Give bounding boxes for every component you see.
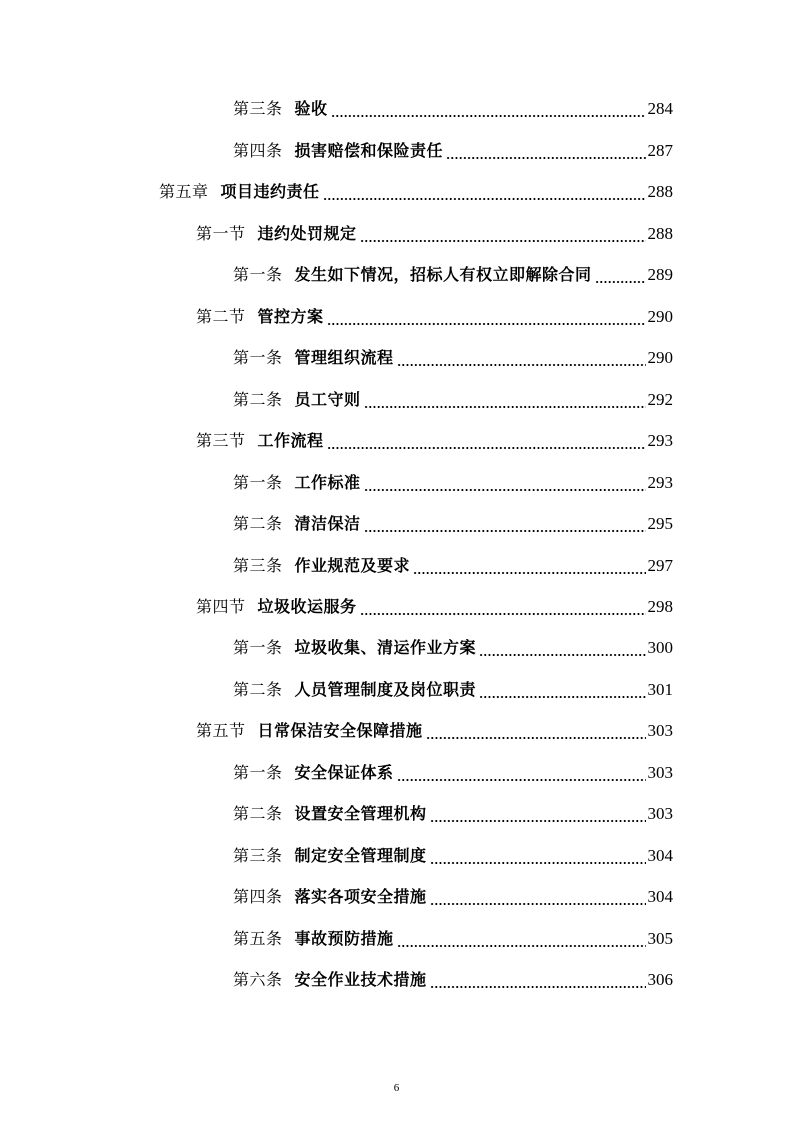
toc-entry[interactable] xyxy=(233,801,673,827)
toc-entry-number: 第五节 xyxy=(196,721,246,740)
toc-entry-number: 第二条 xyxy=(233,804,283,823)
dot-leader xyxy=(430,902,646,906)
toc-entry-title: 员工守则 xyxy=(294,390,361,409)
toc-entry[interactable] xyxy=(196,594,673,620)
toc-entry[interactable] xyxy=(196,221,673,247)
toc-entry-page: 303 xyxy=(647,721,673,740)
toc-entry-title: 清洁保洁 xyxy=(294,514,361,533)
toc-entry[interactable] xyxy=(233,553,673,579)
dot-leader xyxy=(360,239,646,243)
dot-leader xyxy=(364,488,646,492)
toc-entry-page: 293 xyxy=(647,473,673,492)
toc-entry-title: 垃圾收运服务 xyxy=(257,597,357,616)
toc-entry-page: 293 xyxy=(647,431,673,450)
toc-entry-title: 管控方案 xyxy=(257,307,324,326)
dot-leader xyxy=(397,363,646,367)
toc-entry-page: 295 xyxy=(647,514,673,533)
toc-entry-number: 第三节 xyxy=(196,431,246,450)
page-number: 6 xyxy=(393,1082,400,1094)
toc-entry-title: 工作标准 xyxy=(294,473,361,492)
toc-entry-page: 290 xyxy=(647,348,673,367)
toc-entry-number: 第四节 xyxy=(196,597,246,616)
dot-leader xyxy=(327,446,646,450)
toc-entry-number: 第三条 xyxy=(233,99,283,118)
dot-leader xyxy=(413,571,645,575)
toc-entry-title: 作业规范及要求 xyxy=(294,556,411,575)
toc-entry[interactable] xyxy=(233,843,673,869)
toc-entry-page: 304 xyxy=(647,846,673,865)
toc-entry-title: 安全保证体系 xyxy=(294,763,394,782)
toc-entry-page: 298 xyxy=(647,597,673,616)
dot-leader xyxy=(595,280,646,284)
toc-entry[interactable] xyxy=(196,718,673,744)
toc-entry-page: 292 xyxy=(647,390,673,409)
toc-entry-number: 第一条 xyxy=(233,265,283,284)
toc-entry-number: 第一条 xyxy=(233,348,283,367)
toc-entry[interactable] xyxy=(159,179,673,205)
toc-entry-title: 损害赔偿和保险责任 xyxy=(294,141,444,160)
toc-entry-title: 管理组织流程 xyxy=(294,348,394,367)
toc-entry-page: 284 xyxy=(647,99,673,118)
toc-entry-number: 第一条 xyxy=(233,763,283,782)
toc-entry-number: 第三条 xyxy=(233,846,283,865)
toc-entry-number: 第二节 xyxy=(196,307,246,326)
toc-entry-page: 304 xyxy=(647,887,673,906)
toc-entry-title: 安全作业技术措施 xyxy=(294,970,427,989)
toc-entry[interactable] xyxy=(233,470,673,496)
toc-entry[interactable] xyxy=(196,304,673,330)
toc-entry[interactable] xyxy=(233,96,673,122)
toc-entry-page: 288 xyxy=(647,224,673,243)
toc-entry-page: 288 xyxy=(647,182,673,201)
toc-entry[interactable] xyxy=(233,511,673,537)
toc-entry[interactable] xyxy=(233,967,673,993)
toc-entry-title: 设置安全管理机构 xyxy=(294,804,427,823)
toc-entry-number: 第二条 xyxy=(233,514,283,533)
dot-leader xyxy=(430,861,646,865)
toc-entry-page: 287 xyxy=(647,141,673,160)
toc-entry[interactable] xyxy=(233,884,673,910)
toc-entry-title: 项目违约责任 xyxy=(220,182,320,201)
toc-entry-number: 第二条 xyxy=(233,390,283,409)
dot-leader xyxy=(397,944,646,948)
toc-entry-number: 第三条 xyxy=(233,556,283,575)
dot-leader xyxy=(446,156,645,160)
dot-leader xyxy=(426,736,646,740)
toc-entry-page: 300 xyxy=(647,638,673,657)
dot-leader xyxy=(364,529,646,533)
toc-entry-number: 第一条 xyxy=(233,473,283,492)
toc-entry-title: 事故预防措施 xyxy=(294,929,394,948)
toc-entry-number: 第一条 xyxy=(233,638,283,657)
toc-entry-page: 306 xyxy=(647,970,673,989)
toc-entry-page: 297 xyxy=(647,556,673,575)
dot-leader xyxy=(323,197,646,201)
toc-entry-number: 第四条 xyxy=(233,141,283,160)
toc-entry-page: 305 xyxy=(647,929,673,948)
toc-entry-title: 违约处罚规定 xyxy=(257,224,357,243)
toc-entry-title: 制定安全管理制度 xyxy=(294,846,427,865)
dot-leader xyxy=(479,695,645,699)
toc-entry-number: 第六条 xyxy=(233,970,283,989)
dot-leader xyxy=(360,612,646,616)
toc-entry-number: 第一节 xyxy=(196,224,246,243)
toc-entry[interactable] xyxy=(233,926,673,952)
dot-leader xyxy=(397,778,646,782)
dot-leader xyxy=(327,322,646,326)
toc-entry-page: 301 xyxy=(647,680,673,699)
toc-entry-number: 第四条 xyxy=(233,887,283,906)
toc-entry-title: 验收 xyxy=(294,99,328,118)
dot-leader xyxy=(430,985,646,989)
toc-entry-page: 290 xyxy=(647,307,673,326)
toc-entry-title: 日常保洁安全保障措施 xyxy=(257,721,423,740)
toc-entry-number: 第二条 xyxy=(233,680,283,699)
toc-entry[interactable] xyxy=(233,387,673,413)
toc-entry-page: 303 xyxy=(647,804,673,823)
toc-entry[interactable] xyxy=(233,677,673,703)
toc-entry[interactable] xyxy=(233,262,673,288)
toc-entry[interactable] xyxy=(233,760,673,786)
dot-leader xyxy=(331,114,646,118)
toc-entry[interactable] xyxy=(233,635,673,661)
toc-entry-title: 人员管理制度及岗位职责 xyxy=(294,680,477,699)
dot-leader xyxy=(479,653,645,657)
toc-entry[interactable] xyxy=(233,345,673,371)
toc-entry[interactable] xyxy=(233,138,673,164)
toc-entry[interactable] xyxy=(196,428,673,454)
toc-entry-number: 第五章 xyxy=(159,182,209,201)
toc-entry-title: 发生如下情况，招标人有权立即解除合同 xyxy=(294,265,592,284)
toc-entry-title: 工作流程 xyxy=(257,431,324,450)
toc-entry-page: 303 xyxy=(647,763,673,782)
dot-leader xyxy=(430,819,646,823)
toc-entry-title: 垃圾收集、清运作业方案 xyxy=(294,638,477,657)
toc-entry-number: 第五条 xyxy=(233,929,283,948)
dot-leader xyxy=(364,405,646,409)
toc-entry-title: 落实各项安全措施 xyxy=(294,887,427,906)
toc-entry-page: 289 xyxy=(647,265,673,284)
